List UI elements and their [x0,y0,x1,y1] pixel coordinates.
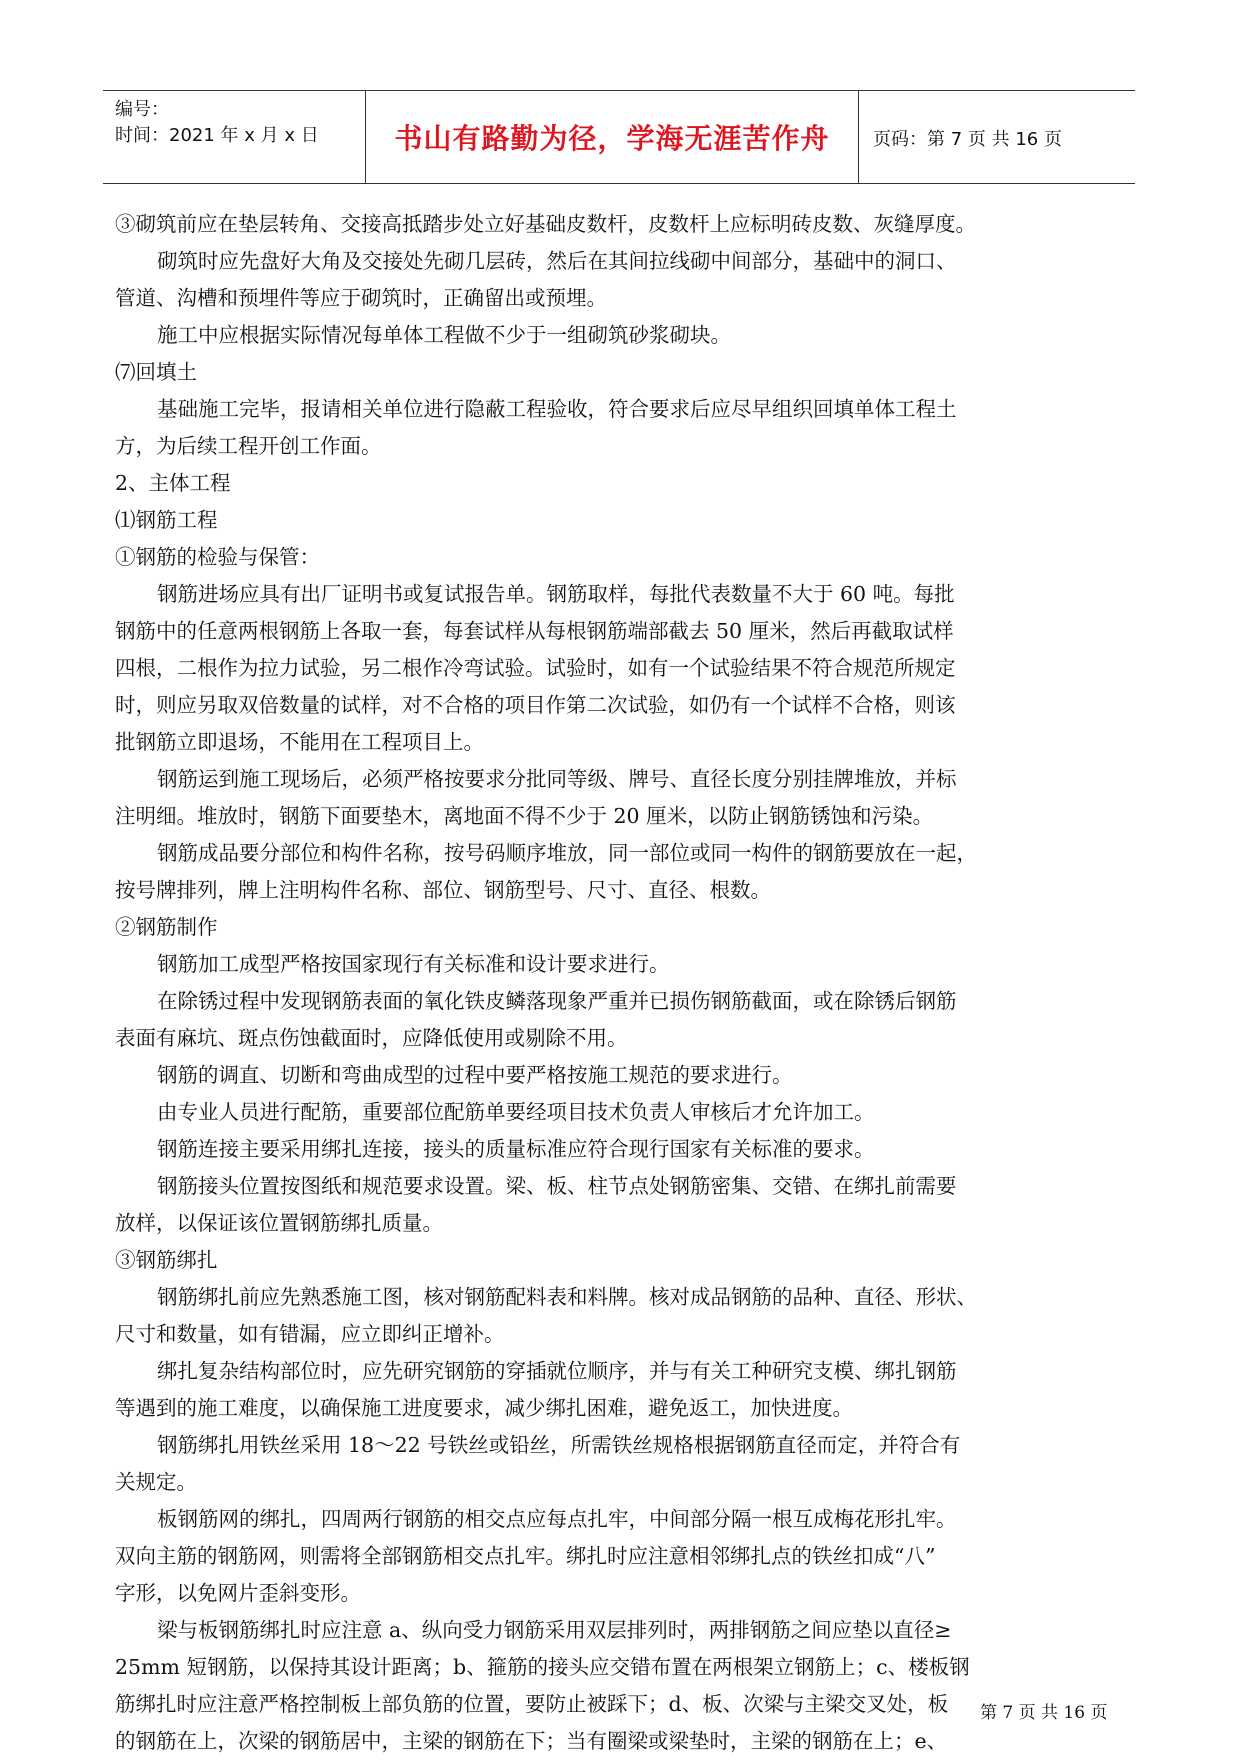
body-line: 钢筋连接主要采用绑扎连接，接头的质量标准应符合现行国家有关标准的要求。 [157,1137,875,1161]
body-line: 钢筋成品要分部位和构件名称，按号码顺序堆放，同一部位或同一构件的钢筋要放在一起， [157,841,977,865]
body-line: 等遇到的施工难度，以确保施工进度要求，减少绑扎困难，避免返工，加快进度。 [115,1396,853,1420]
body-line: 钢筋中的任意两根钢筋上各取一套，每套试样从每根钢筋端部截去 50 厘米，然后再截取试样 [115,619,954,643]
body-line: 施工中应根据实际情况每单体工程做不少于一组砌筑砂浆砌块。 [157,323,731,347]
body-line: 管道、沟槽和预埋件等应于砌筑时，正确留出或预埋。 [115,286,607,310]
body-line: 钢筋绑扎前应先熟悉施工图，核对钢筋配料表和料牌。核对成品钢筋的品种、直径、形状、 [157,1285,977,1309]
body-line: 注明细。堆放时，钢筋下面要垫木，离地面不得不少于 20 厘米，以防止钢筋锈蚀和污染。 [115,804,934,828]
page-footer: 第 7 页 共 16 页 [980,1703,1108,1723]
body-line: ②钢筋制作 [115,915,218,939]
header-middle-cell [366,91,859,183]
body-line: 双向主筋的钢筋网，则需将全部钢筋相交点扎牢。绑扎时应注意相邻绑扎点的铁丝扣成“八” [115,1544,936,1568]
body-line: 批钢筋立即退场，不能用在工程项目上。 [115,730,484,754]
header-left-cell [103,91,366,183]
body-line: 关规定。 [115,1470,197,1494]
body-line: 基础施工完毕，报请相关单位进行隐蔽工程验收，符合要求后应尽早组织回填单体工程土 [157,397,957,421]
body-line: 表面有麻坑、斑点伤蚀截面时，应降低使用或剔除不用。 [115,1026,628,1050]
body-line: 板钢筋网的绑扎，四周两行钢筋的相交点应每点扎牢，中间部分隔一根互成梅花形扎牢。 [157,1507,957,1531]
body-line: 筋绑扎时应注意严格控制板上部负筋的位置，要防止被踩下；d、板、次梁与主梁交叉处，板 [115,1692,949,1716]
body-line: ③钢筋绑扎 [115,1248,218,1272]
page-header [103,90,1135,184]
body-line: 钢筋运到施工现场后，必须严格按要求分批同等级、牌号、直径长度分别挂牌堆放，并标 [157,767,957,791]
document-number-label: 编号： [115,99,169,120]
document-body [115,206,1135,1760]
body-line: ⑴钢筋工程 [115,508,218,532]
body-line: 钢筋加工成型严格按国家现行有关标准和设计要求进行。 [157,952,670,976]
body-line: 的钢筋在上，次梁的钢筋居中，主梁的钢筋在下；当有圈梁或梁垫时，主梁的钢筋在上；e、 [115,1729,948,1753]
body-line: ⑺回填土 [115,360,197,384]
body-line: 2、主体工程 [115,471,231,495]
body-line: 方，为后续工程开创工作面。 [115,434,382,458]
body-line: 四根，二根作为拉力试验，另二根作冷弯试验。试验时，如有一个试验结果不符合规范所规定 [115,656,956,680]
body-line: 由专业人员进行配筋，重要部位配筋单要经项目技术负责人审核后才允许加工。 [157,1100,875,1124]
body-line: 砌筑时应先盘好大角及交接处先砌几层砖，然后在其间拉线砌中间部分，基础中的洞口、 [157,249,957,273]
header-motto: 书山有路勤为径，学海无涯苦作舟 [394,122,830,155]
body-line: 放样，以保证该位置钢筋绑扎质量。 [115,1211,443,1235]
document-time-label: 时间：2021 年 x 月 x 日 [115,125,319,146]
body-line: ①钢筋的检验与保管： [115,545,320,569]
body-line: 25mm 短钢筋，以保持其设计距离；b、箍筋的接头应交错布置在两根架立钢筋上；c、楼板钢 [115,1655,970,1679]
header-right-cell [859,91,1135,183]
header-page-info: 页码：第 7 页 共 16 页 [873,129,1062,150]
body-line: 钢筋接头位置按图纸和规范要求设置。梁、板、柱节点处钢筋密集、交错、在绑扎前需要 [157,1174,957,1198]
body-line: 按号牌排列，牌上注明构件名称、部位、钢筋型号、尺寸、直径、根数。 [115,878,771,902]
body-line: 钢筋的调直、切断和弯曲成型的过程中要严格按施工规范的要求进行。 [157,1063,793,1087]
body-line: 绑扎复杂结构部位时，应先研究钢筋的穿插就位顺序，并与有关工种研究支模、绑扎钢筋 [157,1359,957,1383]
body-line: 时，则应另取双倍数量的试样，对不合格的项目作第二次试验，如仍有一个试样不合格，则该 [115,693,956,717]
body-line: 钢筋绑扎用铁丝采用 18～22 号铁丝或铅丝，所需铁丝规格根据钢筋直径而定，并符合有 [157,1433,961,1457]
body-line: 尺寸和数量，如有错漏，应立即纠正增补。 [115,1322,505,1346]
body-line: 梁与板钢筋绑扎时应注意 a、纵向受力钢筋采用双层排列时，两排钢筋之间应垫以直径≥ [157,1618,952,1642]
body-line: 字形，以免网片歪斜变形。 [115,1581,361,1605]
body-line: ③砌筑前应在垫层转角、交接高抵踏步处立好基础皮数杆，皮数杆上应标明砖皮数、灰缝厚度。 [115,212,976,236]
body-line: 在除锈过程中发现钢筋表面的氧化铁皮鳞落现象严重并已损伤钢筋截面，或在除锈后钢筋 [157,989,957,1013]
body-line: 钢筋进场应具有出厂证明书或复试报告单。钢筋取样，每批代表数量不大于 60 吨。每批 [157,582,955,606]
